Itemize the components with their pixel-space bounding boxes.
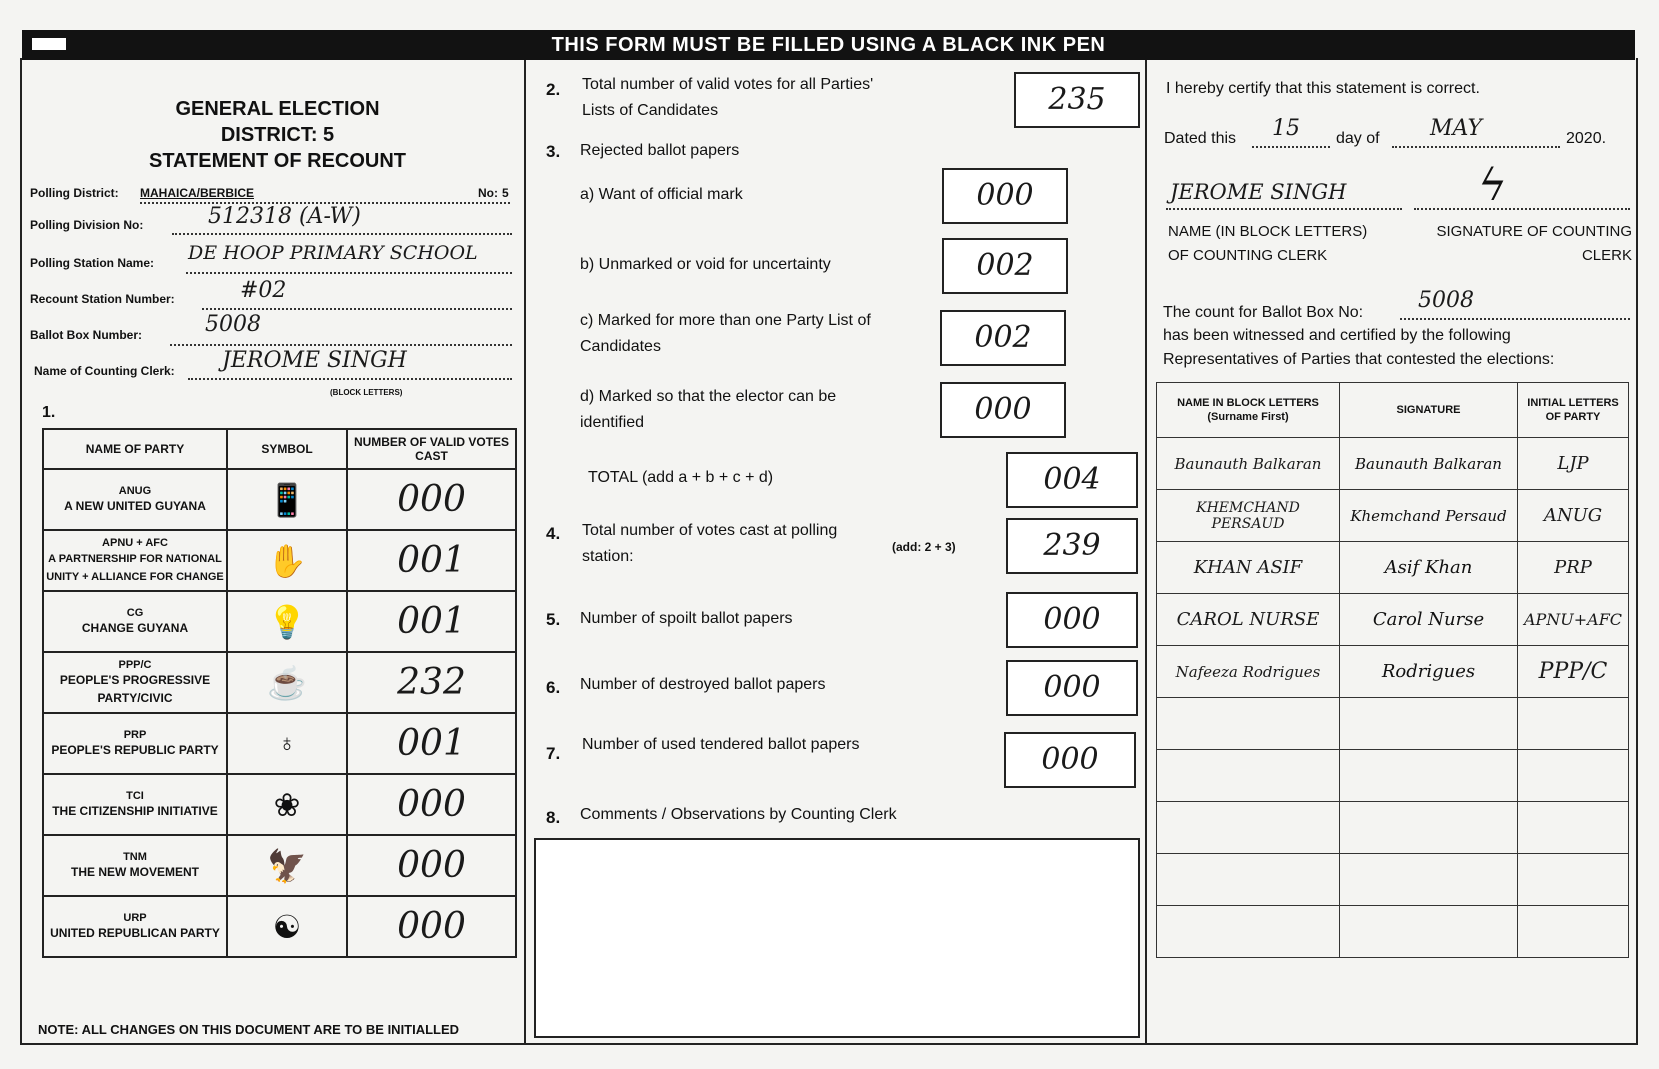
hand-key-icon: ✋	[267, 542, 307, 579]
banner-corner-mark	[32, 38, 66, 50]
q3a-box[interactable]: 000	[942, 168, 1068, 224]
clerk-name-line	[1166, 208, 1402, 210]
polling-district-value: MAHAICA/BERBICE	[140, 186, 254, 200]
rep-party[interactable]: PRP	[1518, 542, 1629, 594]
q7-tendered-box[interactable]: 000	[1004, 732, 1136, 788]
rep-signature[interactable]	[1340, 698, 1518, 750]
reps-header-row	[1157, 383, 1629, 438]
counting-clerk-label: Name of Counting Clerk:	[34, 364, 175, 378]
reps-row	[1157, 750, 1629, 802]
party-abbr: ANUG	[118, 484, 152, 497]
counting-clerk-line	[188, 378, 512, 380]
party-name-cell	[43, 469, 227, 530]
party-votes-value: 000	[397, 845, 466, 886]
party-name-cell	[43, 591, 227, 652]
polling-division-line	[172, 233, 512, 235]
party-votes-cell[interactable]	[347, 835, 516, 896]
party-votes-cell[interactable]	[347, 591, 516, 652]
party-full-name: A NEW UNITED GUYANA	[64, 498, 206, 513]
count-ballot-box-text: The count for Ballot Box No:	[1163, 304, 1364, 321]
party-name-cell	[43, 774, 227, 835]
reps-row	[1157, 854, 1629, 906]
rep-party[interactable]	[1518, 750, 1629, 802]
q4-number: 4.	[546, 524, 561, 543]
rep-party[interactable]	[1518, 698, 1629, 750]
clerk-signature-line	[1414, 208, 1630, 210]
reps-row	[1157, 646, 1629, 698]
ballot-box-line	[170, 344, 512, 346]
q3d-text: d) Marked so that the elector can be identified	[580, 388, 837, 431]
month-line	[1392, 146, 1560, 148]
heading-district: DISTRICT: 5	[220, 124, 335, 146]
reps-row	[1157, 542, 1629, 594]
q3c-text: c) Marked for more than one Party List of Candidates	[580, 312, 871, 355]
party-table-header	[43, 429, 516, 469]
q6-number: 6.	[546, 678, 561, 697]
party-full-name: UNITED REPUBLICAN PARTY	[50, 925, 220, 940]
polling-station-line	[186, 272, 512, 274]
year-text: 2020.	[1566, 130, 1607, 147]
rep-name[interactable]: Nafeeza Rodrigues	[1157, 646, 1340, 698]
count-ballot-box-value[interactable]: 5008	[1418, 288, 1474, 313]
q4-total-votes-box[interactable]: 239	[1006, 518, 1138, 574]
party-abbr: URP	[123, 911, 147, 924]
rep-signature[interactable]	[1340, 802, 1518, 854]
party-abbr: TCI	[126, 789, 144, 802]
party-row-prp	[43, 713, 516, 774]
header-valid-votes: NUMBER OF VALID VOTES CAST	[347, 429, 516, 469]
lightbulb-icon: 💡	[267, 603, 307, 640]
party-symbol-cell	[227, 530, 347, 591]
party-full-name: PEOPLE'S REPUBLIC PARTY	[51, 742, 219, 757]
party-symbol-cell	[227, 896, 347, 957]
q5-spoilt-box[interactable]: 000	[1006, 592, 1138, 648]
rep-party[interactable]	[1518, 802, 1629, 854]
party-full-name: PEOPLE'S PROGRESSIVE PARTY/CIVIC	[59, 672, 211, 705]
rep-name[interactable]: KHEMCHAND PERSAUD	[1157, 490, 1340, 542]
rep-name[interactable]	[1157, 750, 1340, 802]
divider-left	[524, 60, 526, 1045]
polling-district-no-label: No:	[478, 186, 498, 200]
polling-division-label: Polling Division No:	[30, 218, 144, 232]
q3-number: 3.	[546, 142, 561, 161]
rep-name[interactable]	[1157, 854, 1340, 906]
polling-district-no-value: 5	[502, 186, 509, 200]
q7-number: 7.	[546, 744, 561, 763]
clerk-signature-mark: ϟ	[1478, 160, 1508, 211]
reps-row	[1157, 490, 1629, 542]
party-abbr: PPP/C	[118, 658, 152, 671]
rep-name[interactable]: KHAN ASIF	[1157, 542, 1340, 594]
recount-station-value[interactable]: #02	[240, 278, 287, 303]
party-name-cell	[43, 896, 227, 957]
section-1-number: 1.	[42, 404, 56, 421]
polling-station-value[interactable]: DE HOOP PRIMARY SCHOOL	[188, 242, 478, 264]
reps-header-name: NAME IN BLOCK LETTERS (Surname First)	[1157, 383, 1340, 438]
initial-changes-note: NOTE: ALL CHANGES ON THIS DOCUMENT ARE TO BE INITIALLED	[38, 1022, 460, 1037]
party-abbr: PRP	[123, 728, 147, 741]
party-symbol-cell	[227, 835, 347, 896]
banner-text: THIS FORM MUST BE FILLED USING A BLACK INK PEN	[551, 34, 1106, 56]
form-banner	[22, 30, 1635, 60]
clerk-name-value[interactable]: JEROME SINGH	[1170, 180, 1347, 204]
party-votes-value: 001	[397, 723, 466, 764]
certify-text: I hereby certify that this statement is correct.	[1166, 80, 1480, 97]
count-ballot-box-line	[1400, 318, 1630, 320]
header-symbol: SYMBOL	[227, 429, 347, 469]
party-full-name: THE NEW MOVEMENT	[71, 864, 199, 879]
cup-icon: ☕	[267, 664, 307, 701]
party-name-cell	[43, 530, 227, 591]
party-row-tci	[43, 774, 516, 835]
q6-text: Number of destroyed ballot papers	[580, 676, 826, 693]
divider-right	[1145, 60, 1147, 1045]
party-name-cell	[43, 835, 227, 896]
rep-name[interactable]: CAROL NURSE	[1157, 594, 1340, 646]
party-symbol-cell	[227, 652, 347, 713]
clerk-name-label: NAME (IN BLOCK LETTERS) OF COUNTING CLERK	[1168, 223, 1368, 264]
polling-station-label: Polling Station Name:	[30, 256, 155, 270]
witness-text: has been witnessed and certified by the following Representatives of Parties that contested the elections:	[1163, 327, 1555, 368]
rep-party[interactable]: ANUG	[1518, 490, 1629, 542]
lamp-icon: ♁	[278, 729, 296, 757]
reps-row	[1157, 594, 1629, 646]
total-rejected-box[interactable]: 004	[1006, 452, 1138, 508]
dated-this-label: Dated this	[1164, 130, 1237, 147]
q3-text: Rejected ballot papers	[580, 142, 740, 159]
ballot-box-value[interactable]: 5008	[205, 312, 261, 337]
day-line	[1252, 146, 1330, 148]
q3c-box[interactable]: 002	[940, 310, 1066, 366]
q3b-box[interactable]: 002	[942, 238, 1068, 294]
party-symbol-cell	[227, 713, 347, 774]
party-votes-value: 001	[397, 540, 466, 581]
party-votes-cell[interactable]	[347, 896, 516, 957]
reps-row	[1157, 906, 1629, 958]
day-value[interactable]: 15	[1272, 116, 1300, 141]
rep-name[interactable]	[1157, 698, 1340, 750]
party-row-pppc	[43, 652, 516, 713]
rep-name[interactable]: Baunauth Balkaran	[1157, 438, 1340, 490]
q7-text: Number of used tendered ballot papers	[582, 736, 860, 753]
rep-signature[interactable]	[1340, 854, 1518, 906]
header-party-name: NAME OF PARTY	[43, 429, 227, 469]
party-full-name: CHANGE GUYANA	[81, 620, 189, 635]
party-votes-value: 000	[397, 906, 466, 947]
rep-signature[interactable]	[1340, 750, 1518, 802]
q6-destroyed-box[interactable]: 000	[1006, 660, 1138, 716]
party-votes-value: 232	[397, 662, 466, 703]
party-row-cg	[43, 591, 516, 652]
party-votes-value: 000	[397, 784, 466, 825]
eagle-icon: 🦅	[267, 847, 307, 884]
rep-party[interactable]	[1518, 906, 1629, 958]
party-votes-cell[interactable]	[347, 530, 516, 591]
q3b-text: b) Unmarked or void for uncertainty	[580, 256, 831, 273]
recount-station-label: Recount Station Number:	[30, 292, 175, 306]
q8-text: Comments / Observations by Counting Clerk	[580, 806, 897, 823]
party-row-tnm	[43, 835, 516, 896]
q3d-box[interactable]: 000	[940, 382, 1066, 438]
party-votes-cell[interactable]	[347, 713, 516, 774]
party-full-name: THE CITIZENSHIP INITIATIVE	[52, 803, 218, 818]
block-letters-note: (BLOCK LETTERS)	[330, 388, 403, 397]
rep-signature[interactable]: Carol Nurse	[1340, 594, 1518, 646]
party-votes-cell[interactable]	[347, 469, 516, 530]
reps-row	[1157, 438, 1629, 490]
recount-station-line	[202, 308, 512, 310]
rep-signature[interactable]: Asif Khan	[1340, 542, 1518, 594]
reps-row	[1157, 802, 1629, 854]
hands-icon: ☯	[272, 908, 302, 945]
party-row-anug	[43, 469, 516, 530]
total-text: TOTAL (add a + b + c + d)	[588, 469, 774, 486]
party-abbr: CG	[126, 606, 144, 619]
rep-party[interactable]	[1518, 854, 1629, 906]
rep-name[interactable]	[1157, 802, 1340, 854]
clerk-signature-label: SIGNATURE OF COUNTING CLERK	[1436, 223, 1632, 264]
rep-signature[interactable]: Rodrigues	[1340, 646, 1518, 698]
polling-division-value[interactable]: 512318 (A-W)	[208, 204, 361, 229]
counting-clerk-value[interactable]: JEROME SINGH	[222, 348, 407, 373]
lotus-icon: ❀	[273, 786, 301, 823]
q2-valid-votes-box[interactable]: 235	[1014, 72, 1140, 128]
rep-party[interactable]: APNU+AFC	[1518, 594, 1629, 646]
party-row-apnu-afc	[43, 530, 516, 591]
party-symbol-cell	[227, 774, 347, 835]
month-value[interactable]: MAY	[1430, 116, 1483, 141]
q5-text: Number of spoilt ballot papers	[580, 610, 793, 627]
q4-text: Total number of votes cast at polling station:	[582, 522, 838, 565]
rep-name[interactable]	[1157, 906, 1340, 958]
reps-header-party: INITIAL LETTERS OF PARTY	[1518, 383, 1629, 438]
heading-general-election: GENERAL ELECTION	[175, 98, 380, 120]
comments-textarea[interactable]	[534, 838, 1140, 1038]
rep-signature[interactable]: Khemchand Persaud	[1340, 490, 1518, 542]
party-name-cell	[43, 652, 227, 713]
party-abbr: APNU + AFC	[102, 536, 168, 549]
rep-party[interactable]: PPP/C	[1518, 646, 1629, 698]
party-votes-value: 001	[397, 601, 466, 642]
party-row-urp	[43, 896, 516, 957]
day-of-label: day of	[1336, 130, 1380, 147]
reps-header-signature: SIGNATURE	[1340, 383, 1518, 438]
ballot-box-label: Ballot Box Number:	[30, 328, 143, 342]
party-votes-table	[42, 428, 517, 958]
q2-number: 2.	[546, 80, 561, 99]
heading-statement: STATEMENT OF RECOUNT	[148, 150, 407, 172]
polling-district-label: Polling District:	[30, 186, 119, 200]
party-symbol-cell	[227, 591, 347, 652]
q2-text: Total number of valid votes for all Parties' Lists of Candidates	[582, 76, 874, 119]
q4-add-note: (add: 2 + 3)	[892, 540, 956, 554]
party-votes-cell[interactable]	[347, 774, 516, 835]
party-abbr: TNM	[123, 850, 147, 863]
rep-party[interactable]: LJP	[1518, 438, 1629, 490]
mobile-phone-icon: 📱	[267, 481, 307, 518]
party-symbol-cell	[227, 469, 347, 530]
rep-signature[interactable]	[1340, 906, 1518, 958]
rep-signature[interactable]: Baunauth Balkaran	[1340, 438, 1518, 490]
party-votes-cell[interactable]	[347, 652, 516, 713]
q3a-text: a) Want of official mark	[580, 186, 743, 203]
party-votes-value: 000	[397, 479, 466, 520]
party-full-name: A PARTNERSHIP FOR NATIONAL UNITY + ALLIANCE FOR CHANGE	[46, 552, 224, 583]
q5-number: 5.	[546, 610, 561, 629]
party-representatives-table	[1156, 382, 1629, 958]
reps-row	[1157, 698, 1629, 750]
q8-number: 8.	[546, 808, 561, 827]
party-name-cell	[43, 713, 227, 774]
